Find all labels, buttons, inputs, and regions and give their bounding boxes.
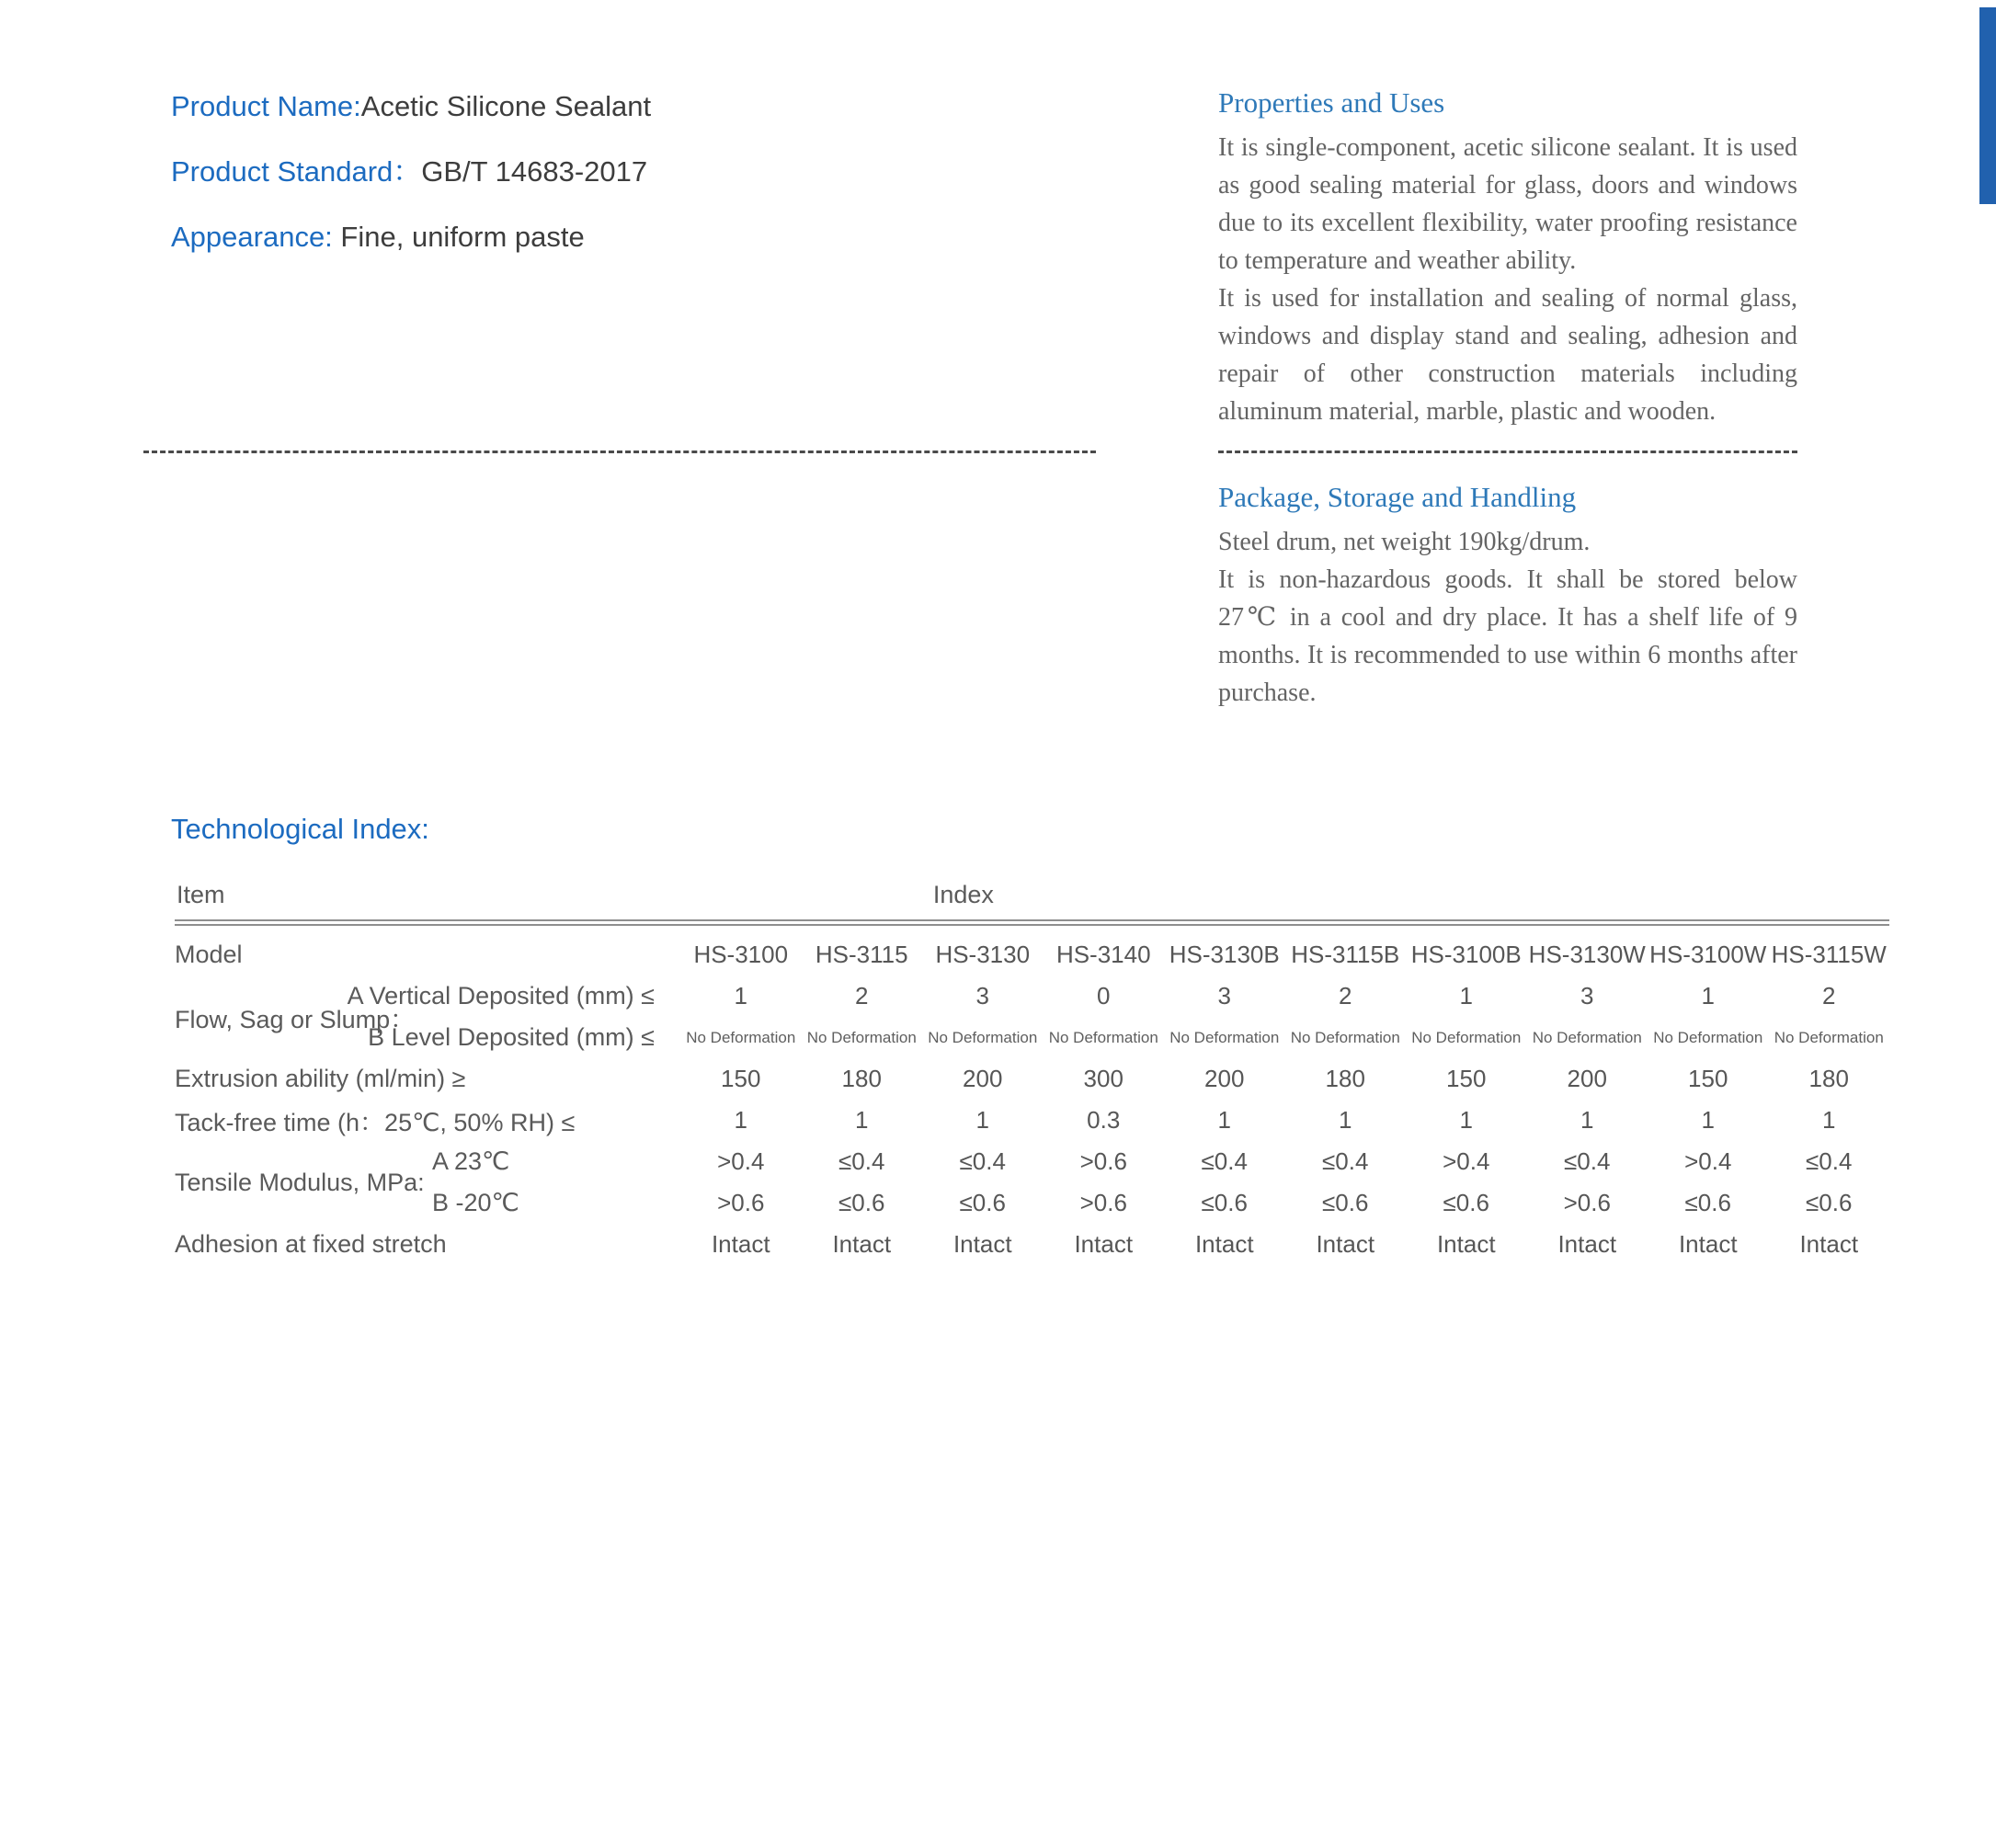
- model-cell: HS-3115: [815, 941, 908, 968]
- flow-a-cell: 1: [1701, 982, 1715, 1010]
- flow-b-cell: No Deformation: [928, 1028, 1038, 1046]
- tack-free-cell: 1: [1701, 1106, 1715, 1134]
- tensile-a-cell: >0.4: [1443, 1147, 1490, 1175]
- left-dashed-divider: [143, 451, 1096, 453]
- flow-sub-a-label: A Vertical Deposited (mm) ≤: [347, 982, 655, 1010]
- adhesion-cell: Intact: [1678, 1230, 1738, 1258]
- tack-free-cell: 1: [855, 1106, 869, 1134]
- product-name-label: Product Name:: [171, 90, 361, 122]
- model-cell: HS-3100W: [1649, 941, 1767, 968]
- adhesion-cell: Intact: [1799, 1230, 1859, 1258]
- flow-a-cell: 1: [1459, 982, 1473, 1010]
- flow-a-cell: 3: [1580, 982, 1594, 1010]
- tensile-a-cell: ≤0.4: [1322, 1147, 1369, 1175]
- table-header-row: [175, 872, 1889, 919]
- adhesion-cell: Intact: [711, 1230, 770, 1258]
- appearance-value: Fine, uniform paste: [332, 221, 585, 253]
- tensile-b-cell: ≤0.6: [1806, 1189, 1853, 1216]
- tensile-b-cell: ≤0.6: [1322, 1189, 1369, 1216]
- tack-free-label: Tack-free time (h：25℃, 50% RH) ≤: [175, 1109, 576, 1136]
- flow-sub-b-label: B Level Deposited (mm) ≤: [368, 1023, 655, 1051]
- appearance-field: [171, 219, 651, 256]
- tensile-a-cell: >0.4: [1684, 1147, 1732, 1175]
- product-standard-value: GB/T 14683-2017: [421, 155, 648, 188]
- tensile-a-cell: >0.6: [1079, 1147, 1127, 1175]
- tensile-a-cell: ≤0.4: [1806, 1147, 1853, 1175]
- double-rule: [175, 919, 1889, 926]
- tensile-b-cell: >0.6: [1079, 1189, 1127, 1216]
- extrusion-cell: 180: [1808, 1065, 1849, 1092]
- model-cell: HS-3130: [935, 941, 1031, 968]
- tack-free-cell: 0.3: [1087, 1106, 1121, 1134]
- tensile-a-cell: ≤0.4: [838, 1147, 885, 1175]
- tensile-b-cell: ≤0.6: [1201, 1189, 1248, 1216]
- flow-b-cell: No Deformation: [686, 1028, 796, 1046]
- right-dashed-divider: [1218, 451, 1797, 453]
- tensile-sub-b-label: B -20℃: [432, 1189, 519, 1216]
- properties-paragraph-1: It is single-component, acetic silicone sealant. It is used as good sealing material for glass, doors and windows due to its excellent flexibility, water proofing resistance to temperature and weather ability.: [1218, 133, 1797, 275]
- tensile-a-cell: ≤0.4: [1201, 1147, 1248, 1175]
- product-standard-field: [171, 154, 651, 190]
- product-name-value: Acetic Silicone Sealant: [360, 90, 652, 122]
- appearance-label: Appearance:: [171, 221, 333, 253]
- properties-paragraph-2: It is used for installation and sealing of normal glass, windows and display stand and sealing, adhesion and repair of other construction materials including aluminum material, marble, plastic and wooden.: [1218, 284, 1797, 426]
- adhesion-cell: Intact: [1074, 1230, 1134, 1258]
- tensile-sub-a-label: A 23℃: [432, 1147, 510, 1175]
- flow-a-cell: 2: [1339, 982, 1352, 1010]
- tech-index-table: [175, 872, 1889, 1265]
- tack-free-cell: 1: [734, 1106, 747, 1134]
- model-cell: HS-3115B: [1291, 941, 1400, 968]
- tensile-b-cell: ≤0.6: [1443, 1189, 1489, 1216]
- flow-b-cell: No Deformation: [1048, 1028, 1158, 1046]
- tensile-b-cell: ≤0.6: [838, 1189, 885, 1216]
- side-accent-bar: [1979, 7, 1996, 204]
- flow-a-cell: 2: [1822, 982, 1836, 1010]
- extrusion-cell: 200: [1204, 1065, 1245, 1092]
- adhesion-label: Adhesion at fixed stretch: [175, 1230, 447, 1258]
- tack-free-cell: 1: [1822, 1106, 1836, 1134]
- flow-b-cell: No Deformation: [1290, 1028, 1400, 1046]
- right-column: [1218, 85, 1797, 712]
- flow-a-cell: 2: [855, 982, 869, 1010]
- extrusion-cell: 180: [1325, 1065, 1365, 1092]
- tack-free-cell: 1: [1459, 1106, 1473, 1134]
- model-row-label: Model: [175, 941, 243, 968]
- properties-title: Properties and Uses: [1218, 86, 1445, 119]
- adhesion-cell: Intact: [1194, 1230, 1254, 1258]
- tensile-b-cell: >0.6: [717, 1189, 765, 1216]
- extrusion-label: Extrusion ability (ml/min) ≥: [175, 1065, 466, 1092]
- tensile-a-cell: >0.4: [717, 1147, 765, 1175]
- package-paragraph-1: Steel drum, net weight 190kg/drum.: [1218, 528, 1591, 556]
- extrusion-cell: 150: [721, 1065, 761, 1092]
- tensile-b-cell: ≤0.6: [1684, 1189, 1731, 1216]
- flow-b-cell: No Deformation: [1169, 1028, 1280, 1046]
- flow-b-cell: No Deformation: [1532, 1028, 1642, 1046]
- index-column-header: Index: [932, 881, 994, 908]
- tensile-b-cell: ≤0.6: [959, 1189, 1006, 1216]
- tack-free-cell: 1: [1339, 1106, 1352, 1134]
- flow-b-cell: No Deformation: [1653, 1028, 1763, 1046]
- model-cell: HS-3100: [693, 941, 789, 968]
- flow-group-label: Flow, Sag or Slump：: [175, 1005, 416, 1033]
- extrusion-cell: 150: [1688, 1065, 1728, 1092]
- extrusion-cell: 180: [841, 1065, 882, 1092]
- product-name-field: [171, 88, 651, 125]
- adhesion-cell: Intact: [1557, 1230, 1617, 1258]
- adhesion-cell: Intact: [1316, 1230, 1375, 1258]
- extrusion-cell: 200: [963, 1065, 1003, 1092]
- tensile-group-label: Tensile Modulus, MPa:: [175, 1168, 425, 1196]
- tensile-a-cell: ≤0.4: [959, 1147, 1006, 1175]
- model-cell: HS-3130B: [1169, 941, 1280, 968]
- product-standard-label: Product Standard：: [171, 155, 422, 188]
- flow-a-cell: 0: [1097, 982, 1111, 1010]
- tech-index-heading: Technological Index:: [171, 813, 429, 845]
- flow-b-cell: No Deformation: [1411, 1028, 1522, 1046]
- tensile-a-cell: ≤0.4: [1564, 1147, 1611, 1175]
- tack-free-cell: 1: [975, 1106, 989, 1134]
- flow-a-cell: 1: [734, 982, 747, 1010]
- tensile-b-cell: >0.6: [1563, 1189, 1611, 1216]
- adhesion-cell: Intact: [1436, 1230, 1496, 1258]
- adhesion-cell: Intact: [832, 1230, 892, 1258]
- model-cell: HS-3130W: [1528, 941, 1646, 968]
- extrusion-cell: 150: [1446, 1065, 1487, 1092]
- flow-a-cell: 3: [1217, 982, 1231, 1010]
- extrusion-cell: 300: [1083, 1065, 1123, 1092]
- model-cell: HS-3115W: [1771, 941, 1887, 968]
- package-title: Package, Storage and Handling: [1218, 481, 1577, 513]
- flow-b-cell: No Deformation: [1774, 1028, 1884, 1046]
- model-cell: HS-3100B: [1410, 941, 1522, 968]
- flow-a-cell: 3: [975, 982, 989, 1010]
- package-paragraph-2: It is non-hazardous goods. It shall be stored below 27℃ in a cool and dry place. It has a shelf life of 9 months. It is recommended to use within 6 months after purchase.: [1218, 565, 1797, 707]
- product-info: [171, 88, 651, 256]
- flow-b-cell: No Deformation: [806, 1028, 917, 1046]
- tack-free-cell: 1: [1217, 1106, 1231, 1134]
- adhesion-cell: Intact: [952, 1230, 1012, 1258]
- tack-free-cell: 1: [1580, 1106, 1594, 1134]
- model-cell: HS-3140: [1055, 941, 1151, 968]
- extrusion-cell: 200: [1567, 1065, 1607, 1092]
- item-column-header: Item: [177, 881, 225, 908]
